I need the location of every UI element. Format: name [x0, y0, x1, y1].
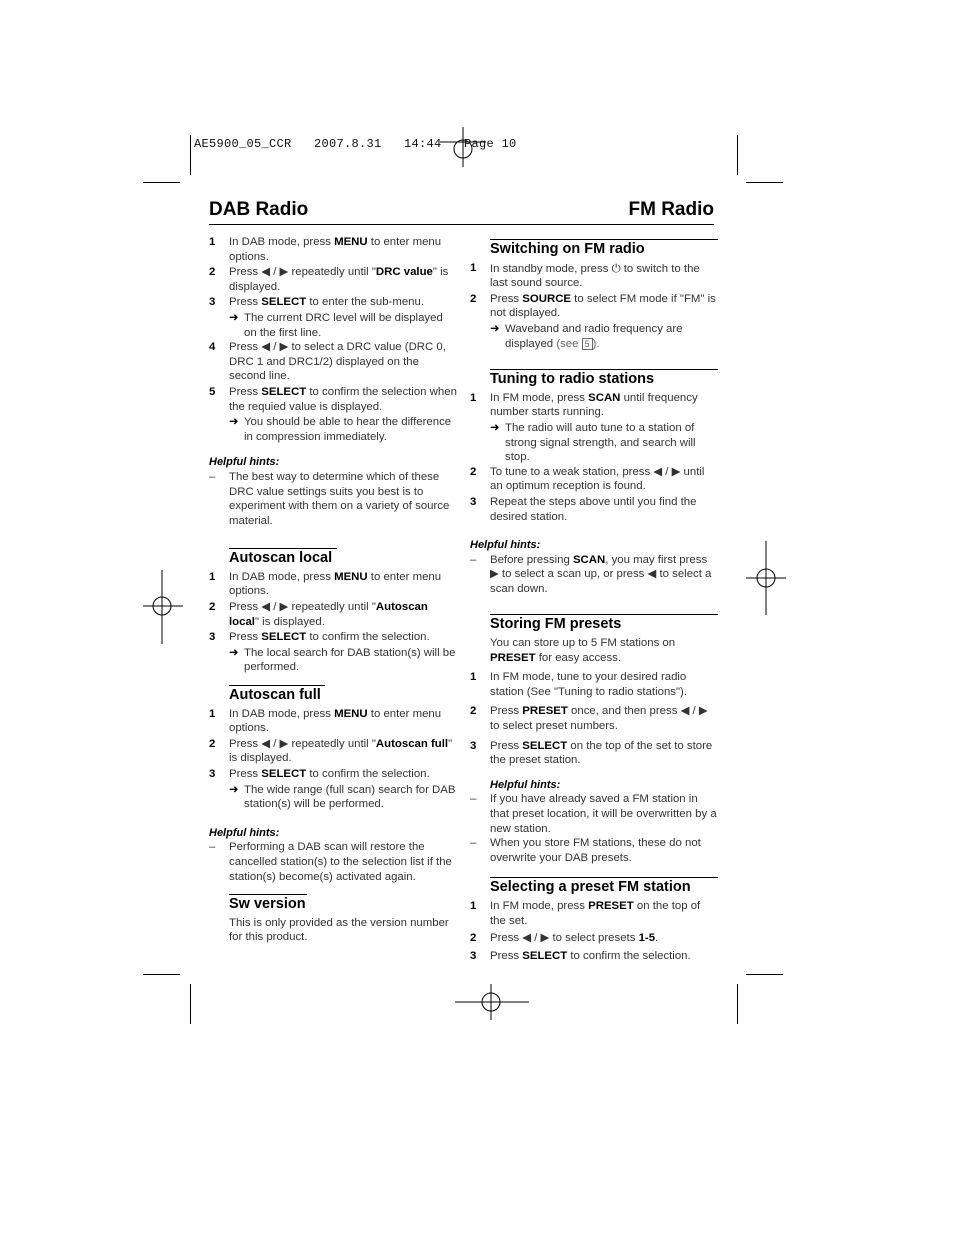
crop-mark — [190, 135, 191, 175]
step: 1 In standby mode, press ⏻ to switch to the last sound source. — [470, 260, 700, 290]
step: 3 Press SELECT to enter the sub-menu. — [209, 296, 424, 309]
step: 2 Press ◀ / ▶ repeatedly until "DRC value" is displayed. — [209, 266, 449, 293]
dash-icon: – — [470, 793, 477, 806]
step: 3 Press SELECT to confirm the selection. — [209, 768, 430, 780]
section-heading: Tuning to radio stations — [490, 369, 718, 387]
step-result: ➜ The radio will auto tune to a station of strong signal strength, and search will stop. — [490, 421, 696, 464]
crop-mark — [143, 182, 180, 183]
section-heading: Storing FM presets — [490, 614, 718, 632]
paragraph: You can store up to 5 FM stations on PRESET for easy access. — [490, 637, 676, 664]
arrow-icon: ➜ — [229, 416, 239, 429]
crop-mark — [746, 182, 783, 183]
arrow-icon: ➜ — [490, 421, 500, 434]
dash-icon: – — [209, 470, 216, 483]
step: 2 Press ◀ / ▶ repeatedly until "Autoscan full" is displayed. — [209, 737, 453, 765]
step-result: ➜ The local search for DAB station(s) will be performed. — [229, 646, 456, 674]
step: 3 Press SELECT on the top of the set to store the preset station. — [470, 739, 713, 767]
step: 1 In FM mode, press SCAN until frequency number starts running. — [470, 391, 698, 419]
hint-item: – When you store FM stations, these do not overwrite your DAB presets. — [470, 837, 701, 864]
left-column — [209, 235, 458, 945]
step: 3 Repeat the steps above until you find the desired station. — [470, 495, 697, 523]
dash-icon: – — [209, 841, 216, 854]
step: 1 In DAB mode, press MENU to enter menu options. — [209, 707, 442, 735]
hint-item: – If you have already saved a FM station in that preset location, it will be overwritten by a new station. — [470, 793, 717, 835]
section-heading: Autoscan local — [229, 548, 337, 566]
section-heading: Switching on FM radio — [490, 239, 718, 257]
step: 2 Press ◀ / ▶ repeatedly until "Autoscan local" is displayed. — [209, 601, 428, 628]
hints-heading: Helpful hints: — [490, 778, 561, 791]
section-heading: Autoscan full — [229, 685, 325, 703]
dash-icon: – — [470, 837, 477, 850]
reference-number: 5 — [582, 338, 593, 350]
crop-mark — [737, 135, 738, 175]
power-icon: ⏻ — [611, 260, 621, 275]
hint-item: – Before pressing SCAN, you may first press ▶ to select a scan up, or press ◀ to select a scan down. — [470, 553, 712, 595]
step: 1 In FM mode, tune to your desired radio station (See "Tuning to radio stations"). — [470, 671, 687, 698]
crop-mark — [737, 984, 738, 1024]
crop-mark — [143, 974, 180, 975]
hint-item: – Performing a DAB scan will restore the cancelled station(s) to the selection list if the station(s) become(s) activated again. — [209, 841, 452, 883]
step: 1 In DAB mode, press MENU to enter menu options. — [209, 570, 442, 598]
step: 3 Press SELECT to confirm the selection. — [209, 631, 430, 644]
step-result: ➜ You should be able to hear the difference in compression immediately. — [229, 416, 452, 443]
arrow-icon: ➜ — [229, 311, 239, 324]
step: 2 Press PRESET once, and then press ◀ / ▶ to select preset numbers. — [470, 705, 708, 733]
step: 4 Press ◀ / ▶ to select a DRC value (DRC 0, DRC 1 and DRC1/2) displayed on the second line. — [209, 341, 446, 383]
step-result: ➜ The wide range (full scan) search for DAB station(s) will be performed. — [229, 783, 456, 811]
step: 2 Press ◀ / ▶ to select presets 1-5. — [470, 932, 659, 945]
registration-mark-right — [746, 541, 786, 615]
arrow-icon: ➜ — [490, 322, 500, 335]
step: 1 In DAB mode, press MENU to enter menu options. — [209, 236, 442, 263]
hints-heading: Helpful hints: — [209, 456, 280, 469]
page-title-left: DAB Radio — [209, 199, 309, 220]
step: 2 To tune to a weak station, press ◀ / ▶ until an optimum reception is found. — [470, 465, 705, 493]
page-title-right: FM Radio — [628, 199, 714, 220]
hint-item: – The best way to determine which of these DRC value settings suits you best is to experiment with them on a variety of source material. — [209, 470, 450, 527]
step: 3 Press SELECT to confirm the selection. — [470, 949, 691, 962]
arrow-icon: ➜ — [229, 783, 239, 796]
print-slug: AE5900_05_CCR 2007.8.31 14:44 Page 10 — [194, 137, 517, 151]
step-result: ➜ The current DRC level will be displayed on the first line. — [229, 311, 443, 339]
arrow-icon: ➜ — [229, 646, 239, 659]
dash-icon: – — [470, 553, 477, 566]
registration-mark-bottom — [455, 982, 529, 1022]
section-heading: Selecting a preset FM station — [490, 877, 718, 895]
paragraph: This is only provided as the version number for this product. — [229, 916, 449, 944]
right-column — [470, 239, 718, 964]
hints-heading: Helpful hints: — [209, 826, 280, 839]
header-rule — [209, 224, 714, 225]
registration-mark-left — [143, 570, 183, 644]
step: 5 Press SELECT to confirm the selection when the requied value is displayed. — [209, 385, 457, 413]
crop-mark — [190, 984, 191, 1024]
step: 1 In FM mode, press PRESET on the top of the set. — [470, 899, 701, 927]
hints-heading: Helpful hints: — [470, 539, 541, 552]
crop-mark — [746, 974, 783, 975]
step: 2 Press SOURCE to select FM mode if "FM" is not displayed. — [470, 292, 716, 320]
drc-steps — [209, 235, 458, 444]
step-result: ➜ Waveband and radio frequency are displayed (see 5 ). — [490, 322, 683, 350]
section-heading: Sw version — [229, 896, 306, 913]
